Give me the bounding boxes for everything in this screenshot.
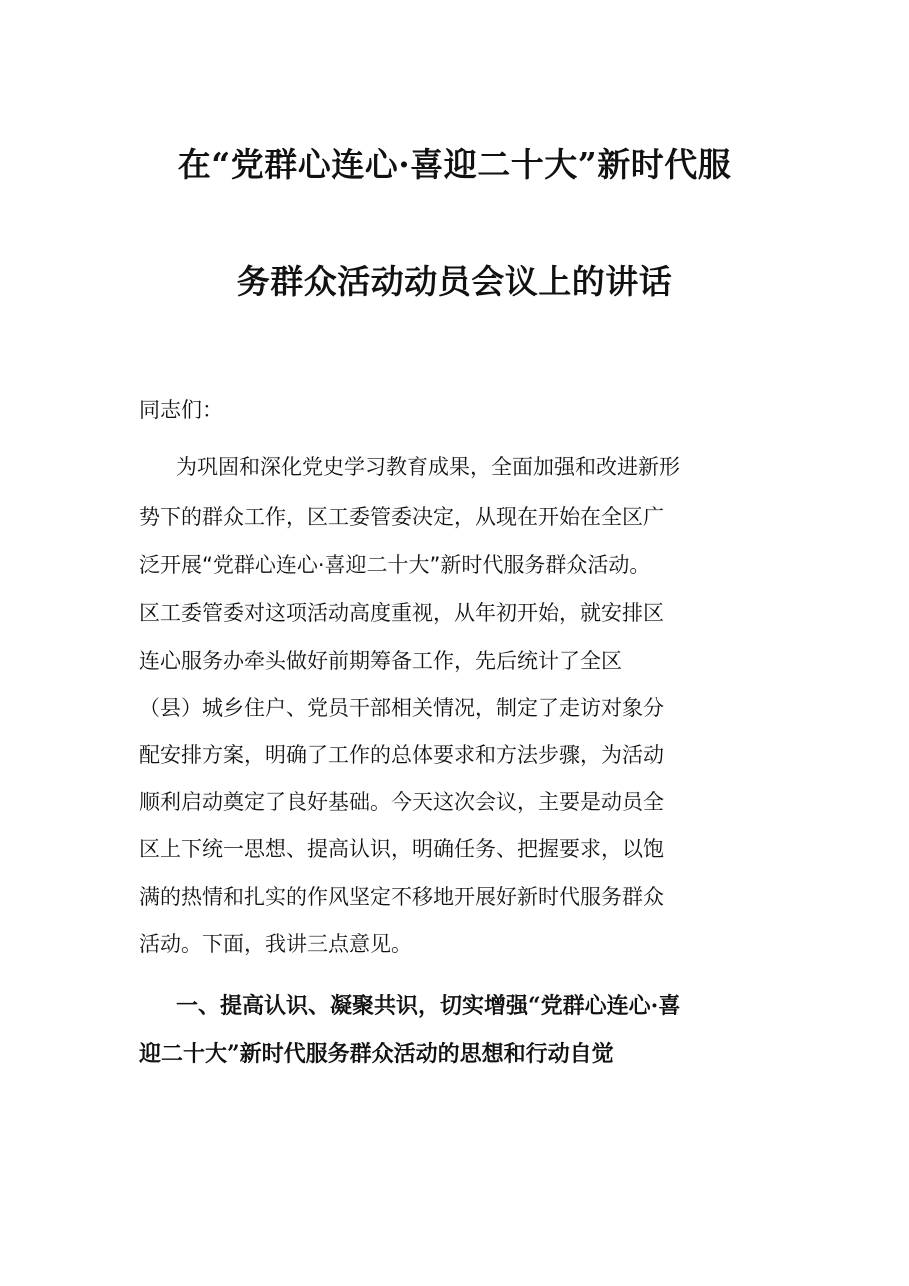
paragraph-line: 顺利启动奠定了良好基础。今天这次会议，主要是动员全 (139, 790, 664, 814)
paragraph-line: （县）城乡住户、党员干部相关情况，制定了走访对象分 (139, 696, 664, 720)
section-heading-line-1: 一、提高认识、凝聚共识，切实增强“党群心连心·喜 (176, 993, 681, 1019)
paragraph-line: 势下的群众工作，区工委管委决定，从现在开始在全区广 (139, 505, 664, 529)
section-heading-line-2: 迎二十大”新时代服务群众活动的思想和行动自觉 (139, 1041, 614, 1067)
paragraph-line: 连心服务办牵头做好前期筹备工作，先后统计了全区 (139, 649, 622, 673)
paragraph-line: 活动。下面，我讲三点意见。 (139, 932, 412, 956)
paragraph-line: 满的热情和扎实的作风坚定不移地开展好新时代服务群众 (139, 885, 664, 909)
paragraph-line: 区上下统一思想、提高认识，明确任务、把握要求，以饱 (139, 837, 664, 861)
paragraph-line: 为巩固和深化党史学习教育成果，全面加强和改进新形 (176, 455, 680, 479)
document-title-line-1: 在“党群心连心·喜迎二十大”新时代服 (177, 145, 732, 184)
paragraph-line: 配安排方案，明确了工作的总体要求和方法步骤，为活动 (139, 743, 664, 767)
paragraph-line: 泛开展“党群心连心·喜迎二十大”新时代服务群众活动。 (139, 553, 651, 577)
document-title-line-2: 务群众活动动员会议上的讲话 (236, 262, 673, 301)
salutation: 同志们： (139, 398, 223, 422)
paragraph-line: 区工委管委对这项活动高度重视，从年初开始，就安排区 (139, 601, 664, 625)
